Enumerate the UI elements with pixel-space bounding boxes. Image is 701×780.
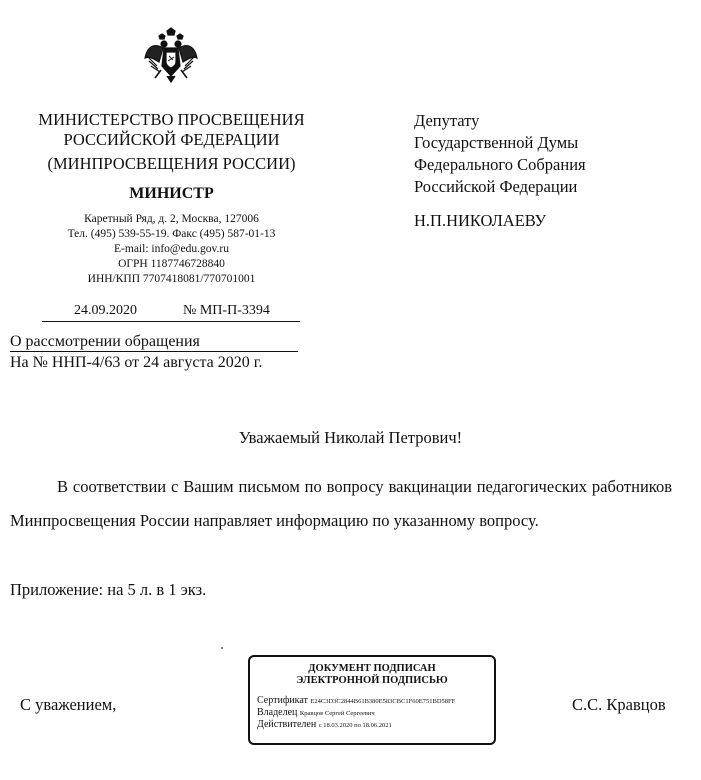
addressee-line: Государственной Думы [414, 133, 579, 152]
letter-subject: О рассмотрении обращения [10, 333, 200, 350]
e-signature-stamp [248, 655, 496, 745]
letter-number: № МП-П-3394 [183, 303, 270, 318]
addressee-line: Российской Федерации [414, 177, 578, 196]
coat-of-arms-icon [137, 26, 205, 90]
position-title: МИНИСТР [129, 185, 214, 202]
owner-label: Владелец [257, 707, 298, 718]
address: Каретный Ряд, д. 2, Москва, 127006 [84, 213, 259, 225]
stamp-validity [257, 719, 392, 732]
addressee-line: Федерального Собрания [414, 155, 586, 174]
body-paragraph: В соответствии с Вашим письмом по вопросу вакцинации педагогических работников Минпросвещения России направляет информацию по указанному вопросу. [10, 477, 672, 530]
cert-value: E24C3D3C2844B61B380E583CBC1F60E751BD58FF [310, 698, 456, 705]
signer-name: С.С. Кравцов [572, 695, 666, 714]
ogrn: ОГРН 1187746728840 [118, 258, 225, 270]
org-name-short: (МИНПРОСВЕЩЕНИЯ РОССИИ) [47, 154, 296, 173]
greeting: Уважаемый Николай Петрович! [238, 428, 463, 447]
org-name-line1: МИНИСТЕРСТВО ПРОСВЕЩЕНИЯ [38, 110, 305, 129]
stamp-subtitle: ЭЛЕКТРОННОЙ ПОДПИСЬЮ [296, 675, 448, 686]
speck [221, 647, 223, 649]
letter-reference: На № ННП-4/63 от 24 августа 2020 г. [10, 354, 263, 371]
valid-label: Действителен [257, 719, 317, 730]
letter-date: 24.09.2020 [74, 303, 137, 318]
phones: Тел. (495) 539-55-19. Факс (495) 587-01-13 [67, 228, 276, 240]
attachment-note: Приложение: на 5 л. в 1 экз. [10, 580, 207, 599]
addressee-line: Депутату [414, 111, 480, 130]
addressee-name: Н.П.НИКОЛАЕВУ [414, 211, 547, 230]
cert-label: Сертификат [257, 695, 308, 706]
inn-kpp: ИНН/КПП 7707418081/770701001 [87, 273, 256, 285]
date-number-line [42, 303, 300, 322]
subject-underline [10, 351, 298, 352]
stamp-title: ДОКУМЕНТ ПОДПИСАН [308, 663, 436, 674]
closing: С уважением, [20, 695, 117, 714]
owner-value: Кравцов Сергей Сергеевич [299, 710, 375, 717]
org-name-line2: РОССИЙСКОЙ ФЕДЕРАЦИИ [63, 130, 280, 149]
addressee-block [414, 110, 586, 198]
valid-value: с 18.03.2020 по 18.06.2021 [318, 722, 392, 729]
email: E-mail: info@edu.gov.ru [114, 243, 229, 255]
